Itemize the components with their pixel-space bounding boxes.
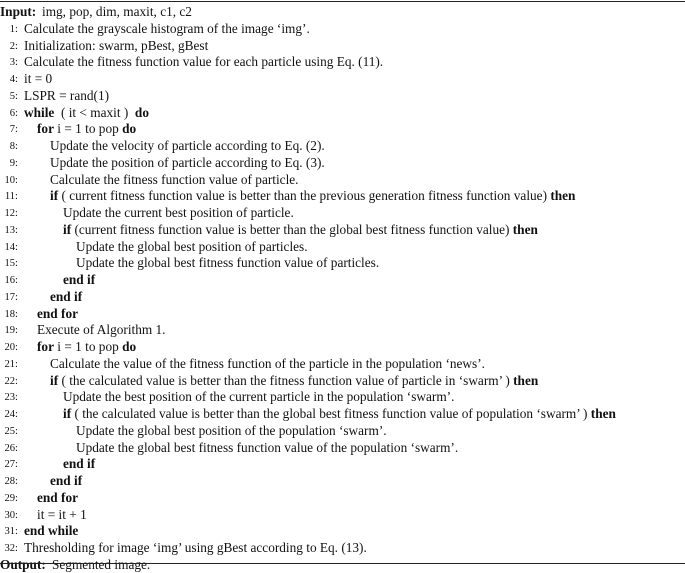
line-text: [63, 406, 616, 423]
keyword: for: [37, 339, 54, 354]
keyword: do: [122, 339, 137, 354]
line-number: 30:: [4, 509, 18, 521]
line-text: [50, 155, 325, 172]
keyword: end if: [63, 456, 96, 472]
line-number: 3:: [9, 57, 18, 69]
line-number: 19:: [4, 325, 18, 337]
keyword: if: [50, 188, 59, 204]
line-number: 27:: [4, 459, 18, 471]
line-text: [50, 289, 82, 306]
line-number: 25:: [4, 425, 18, 437]
keyword: do: [122, 121, 137, 137]
statement-text: ( it < maxit ): [54, 104, 135, 120]
line-text: [63, 272, 95, 289]
keyword: end for: [37, 305, 78, 321]
statement-text: (current fitness function value is better than the global best fitness function value): [71, 221, 513, 237]
line-text: [24, 540, 367, 557]
output-label-text: Output:: [0, 556, 46, 572]
line-number: 29:: [4, 492, 18, 504]
input-label-text: Input:: [0, 4, 37, 19]
line-text: [50, 373, 538, 390]
line-text: [50, 188, 575, 205]
line-number: 12:: [4, 208, 18, 219]
line-number: 8:: [9, 141, 18, 152]
statement-text: ( current fitness function value is better than the previous generation fitness function value): [58, 188, 551, 204]
keyword: end while: [24, 523, 79, 539]
line-text: [50, 473, 82, 490]
line-number: 13:: [4, 224, 18, 236]
line-number: 17:: [4, 291, 18, 303]
statement-text: Update the best position of the current particle in the population ‘swarm’.: [63, 389, 455, 405]
line-text: [76, 239, 308, 256]
line-text: [63, 222, 538, 239]
keyword: then: [590, 406, 616, 421]
output-label: [0, 557, 46, 573]
keyword: if: [50, 372, 59, 388]
statement-text: Update the velocity of particle according to Eq. (2).: [50, 138, 325, 153]
line-text: [63, 389, 454, 406]
line-text: [50, 172, 299, 189]
keyword: then: [512, 221, 538, 237]
line-text: [24, 38, 208, 55]
keyword: then: [513, 372, 539, 388]
keyword: do: [134, 104, 149, 120]
line-text: [24, 71, 52, 88]
statement-text: it = 0: [24, 71, 53, 86]
line-text: [76, 255, 379, 272]
statement-text: LSPR = rand(1): [24, 87, 110, 103]
line-number: 11:: [4, 191, 18, 203]
keyword: end for: [37, 489, 78, 505]
line-text: [50, 356, 485, 373]
statement-text: Update the global best position of particles.: [76, 238, 308, 254]
statement-text: ( the calculated value is better than the fitness function value of particle in ‘swarm’ ): [58, 372, 514, 388]
keyword: end if: [63, 272, 96, 287]
keyword: end if: [50, 288, 83, 304]
line-number: 28:: [4, 476, 18, 487]
statement-text: Update the current best position of particle.: [63, 205, 294, 220]
line-number: 15:: [4, 258, 18, 270]
statement-text: Calculate the grayscale histogram of the image ‘img’.: [24, 20, 310, 36]
statement-text: Execute of Algorithm 1.: [37, 322, 166, 338]
line-text: [37, 507, 87, 524]
line-text: [24, 523, 78, 540]
statement-text: Calculate the fitness function value for each particle using Eq. (11).: [24, 54, 384, 70]
keyword: if: [63, 221, 72, 237]
line-text: [63, 205, 294, 222]
statement-text: Thresholding for image ‘img’ using gBest according to Eq. (13).: [24, 540, 367, 555]
line-text: [24, 21, 310, 38]
line-text: [24, 54, 383, 71]
line-number: 24:: [4, 409, 18, 420]
line-number: 20:: [4, 342, 18, 353]
line-text: [76, 423, 387, 440]
line-number: 26:: [4, 442, 18, 454]
statement-text: Update the global best fitness function value of particles.: [76, 255, 380, 271]
statement-text: ( the calculated value is better than the global best fitness function value of population ‘swarm’ ): [71, 406, 591, 421]
line-number: 10:: [4, 174, 18, 186]
output-text: Segmented image.: [52, 556, 151, 572]
line-text: [37, 322, 166, 339]
line-text: [37, 490, 78, 507]
keyword: if: [63, 406, 72, 421]
line-number: 32:: [4, 543, 18, 554]
statement-text: it = it + 1: [37, 506, 87, 522]
statement-text: Update the global best fitness function value of the population ‘swarm’.: [76, 439, 459, 455]
line-number: 9:: [9, 157, 18, 169]
line-number: 31:: [4, 526, 18, 538]
line-text: [37, 121, 136, 138]
keyword: end if: [50, 473, 83, 488]
statement-text: i = 1 to pop: [53, 339, 123, 354]
line-text: [24, 88, 109, 105]
line-number: 22:: [4, 375, 18, 387]
top-rule: [0, 1, 685, 2]
statement-text: Initialization: swarm, pBest, gBest: [24, 37, 209, 53]
input-text: img, pop, dim, maxit, c1, c2: [42, 4, 192, 19]
line-text: [37, 306, 78, 323]
statement-text: Calculate the value of the fitness function of the particle in the population ‘news’.: [50, 355, 485, 371]
line-text: [63, 456, 95, 473]
input-label: [0, 4, 36, 21]
statement-text: Update the position of particle according to Eq. (3).: [50, 154, 325, 170]
line-number: 14:: [4, 241, 18, 253]
line-number: 7:: [9, 124, 18, 136]
line-number: 21:: [4, 358, 18, 370]
line-text: [37, 339, 136, 356]
line-text: [50, 138, 325, 155]
line-number: 23:: [4, 392, 18, 404]
line-text: [24, 105, 149, 122]
line-number: 4:: [9, 74, 18, 85]
statement-text: Update the global best position of the population ‘swarm’.: [76, 422, 387, 438]
line-number: 1:: [9, 23, 18, 35]
line-number: 18:: [4, 308, 18, 320]
statement-text: Calculate the fitness function value of particle.: [50, 171, 299, 187]
line-number: 5:: [9, 90, 18, 102]
statement-text: i = 1 to pop: [53, 121, 123, 137]
line-text: [76, 440, 458, 457]
line-number: 16:: [4, 275, 18, 286]
keyword: while: [24, 104, 55, 120]
keyword: then: [550, 188, 576, 204]
keyword: for: [37, 121, 54, 137]
line-number: 2:: [9, 40, 18, 52]
line-number: 6:: [9, 107, 18, 119]
bottom-rule: [0, 563, 685, 564]
